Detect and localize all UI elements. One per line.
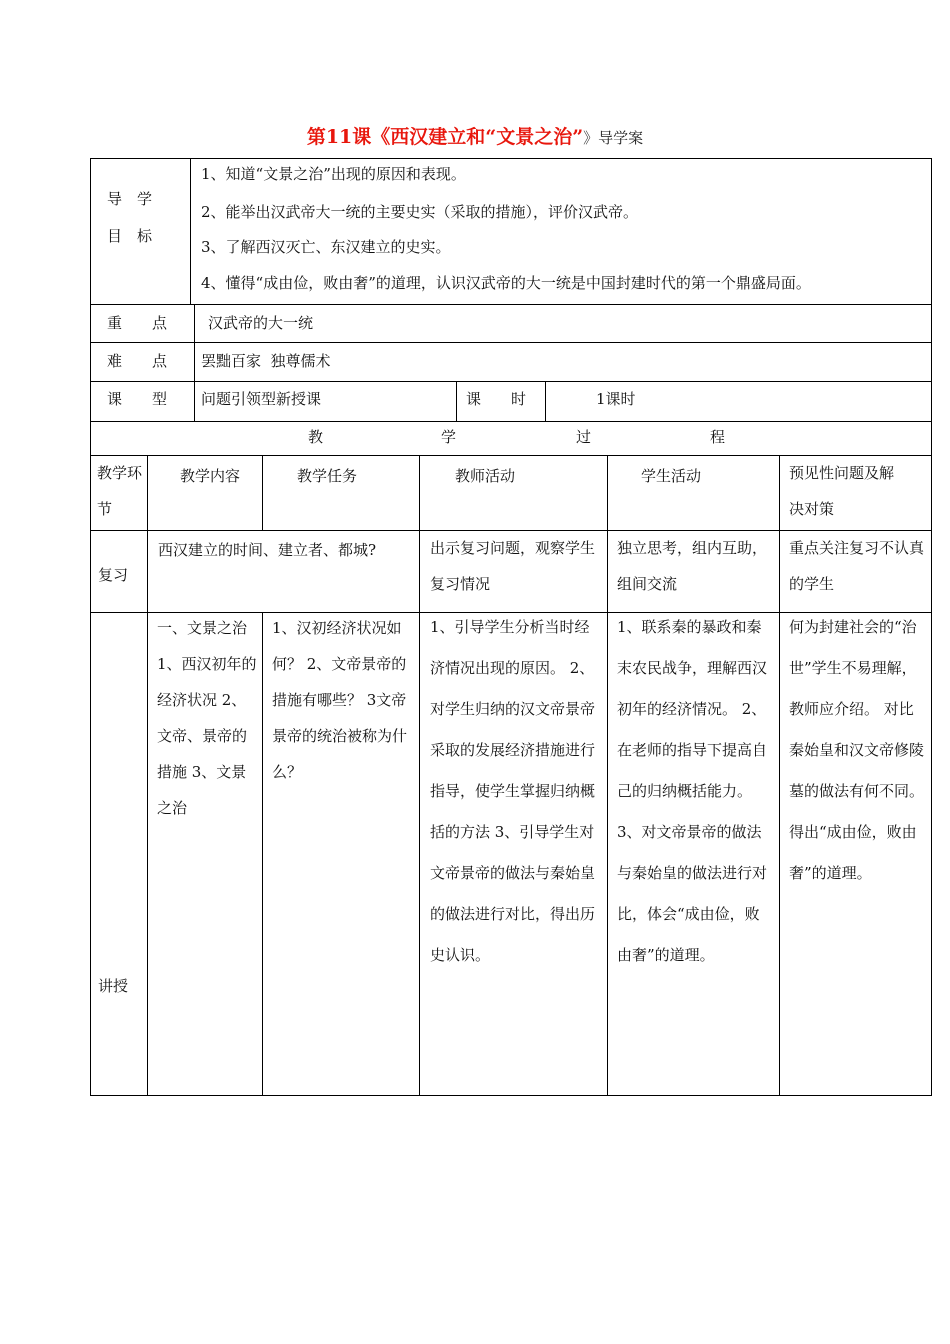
difficulty-label: 难 点 [107, 352, 168, 370]
review-student: 独立思考，组内互助，组间交流 [617, 539, 768, 593]
objective-item: 1、知道“文景之治”出现的原因和表现。 [201, 165, 466, 183]
lecture-problems: 何为封建社会的“治世”学生不易理解，教师应介绍。 对比秦始皇和汉文帝修陵墓的做法有何不同。得出“成由俭，败由奢”的道理。 [789, 618, 925, 882]
title-main: 第11课《西汉建立和“文景之治” [306, 126, 584, 148]
table-top-border [90, 158, 932, 159]
objective-item: 4、懂得“成由俭，败由奢”的道理，认识汉武帝的大一统是中国封建时代的第一个鼎盛局面。 [201, 274, 811, 292]
header-stage: 教学环节 [97, 464, 143, 518]
lesson-hours-value: 1课时 [596, 390, 636, 408]
document-title [0, 124, 950, 151]
column-divider [190, 158, 191, 305]
lecture-content: 一、文景之治 1、西汉初年的经济状况 2、文帝、景帝的措施 3、文景之治 [157, 619, 257, 817]
header-content: 教学内容 [180, 467, 241, 485]
review-content: 西汉建立的时间、建立者、都城? [158, 541, 377, 559]
column-divider [607, 455, 608, 1095]
review-teacher: 出示复习问题，观察学生复习情况 [430, 539, 596, 593]
table-right-border [931, 158, 932, 1096]
row-divider [90, 381, 932, 382]
table-bottom-border [90, 1095, 932, 1096]
column-divider [147, 455, 148, 1095]
lesson-type-label: 课 型 [107, 390, 168, 408]
row-divider [90, 342, 932, 343]
banner-char: 过 [576, 428, 592, 446]
review-stage: 复习 [98, 566, 129, 584]
lecture-student: 1、联系秦的暴政和秦末农民战争，理解西汉初年的经济情况。 2、在老师的指导下提高自己的归纳概括能力。 3、对文帝景帝的做法与秦始皇的做法进行对比，体会“成由俭，败由奢”的道理。 [617, 618, 768, 964]
header-task: 教学任务 [297, 467, 358, 485]
row-divider [90, 421, 932, 422]
lecture-stage: 讲授 [98, 977, 129, 995]
column-divider [779, 455, 780, 1095]
column-divider [456, 381, 457, 421]
header-student: 学生活动 [641, 467, 702, 485]
column-divider [262, 455, 263, 530]
key-point-label: 重 点 [107, 314, 168, 332]
banner-char: 学 [441, 428, 457, 446]
key-point-value: 汉武帝的大一统 [208, 314, 314, 332]
row-divider [90, 304, 932, 305]
lesson-hours-label: 课 时 [466, 390, 527, 408]
objectives-label-line1: 导 学 [107, 190, 153, 208]
header-problems: 预见性问题及解决对策 [789, 464, 895, 518]
lecture-teacher: 1、引导学生分析当时经济情况出现的原因。 2、对学生归纳的汉文帝景帝采取的发展经济措施进行指导，使学生掌握归纳概括的方法 3、引导学生对文帝景帝的做法与秦始皇的做法进行对比，得出历史认识。 [430, 618, 596, 964]
column-divider [194, 305, 195, 421]
review-problems: 重点关注复习不认真的学生 [789, 539, 925, 593]
column-divider [262, 612, 263, 1095]
objective-item: 2、能举出汉武帝大一统的主要史实（采取的措施），评价汉武帝。 [201, 203, 639, 221]
lecture-task: 1、汉初经济状况如何？ 2、文帝景帝的措施有哪些？ 3文帝景帝的统治被称为什么？ [272, 619, 408, 781]
lesson-type-value: 问题引领型新授课 [201, 390, 322, 408]
objectives-label-line2: 目 标 [107, 227, 153, 245]
banner-char: 教 [308, 428, 324, 446]
header-teacher: 教师活动 [455, 467, 516, 485]
title-suffix: 》导学案 [583, 129, 644, 147]
column-divider [419, 455, 420, 1095]
banner-char: 程 [710, 428, 726, 446]
table-left-border [90, 158, 91, 1096]
column-divider [545, 381, 546, 421]
difficulty-value: 罢黜百家 独尊儒术 [201, 352, 331, 370]
objective-item: 3、了解西汉灭亡、东汉建立的史实。 [201, 238, 451, 256]
